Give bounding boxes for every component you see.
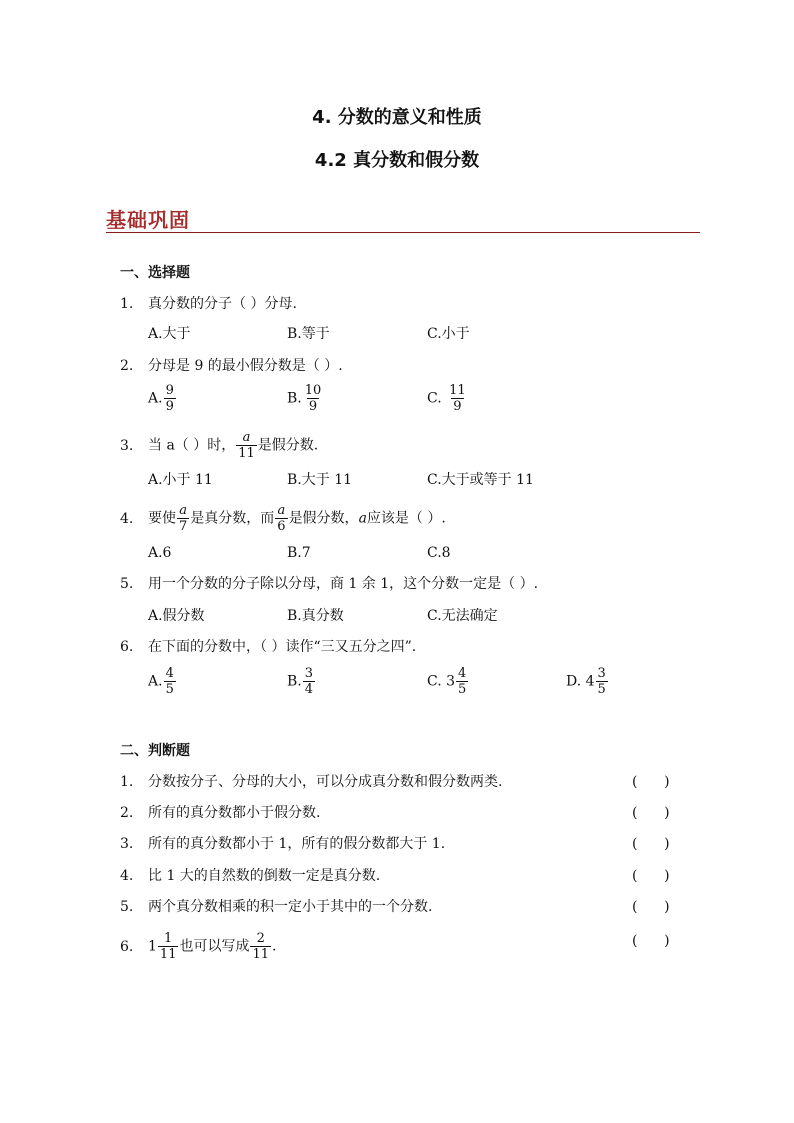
answer-blank: ( ) [632, 899, 670, 915]
denominator: 9 [308, 399, 318, 414]
q5-option-c: C.无法确定 [427, 608, 498, 624]
question-text-post: 是假分数. [257, 437, 319, 454]
q1-option-a: A.大于 [148, 326, 191, 342]
numerator: a [277, 503, 286, 518]
item-number: 4. [120, 868, 134, 884]
option-label: C. [427, 390, 442, 407]
fraction [596, 666, 608, 697]
q4-option-c: C.8 [427, 545, 451, 561]
denominator: 9 [453, 399, 462, 414]
q1-option-b: B.等于 [287, 326, 330, 342]
answer-blank: ( ) [632, 836, 670, 852]
q4-option-a: A.6 [148, 545, 172, 561]
judgment-item [120, 772, 502, 792]
q2-option-c [427, 383, 469, 414]
part2-heading: 二、判断题 [120, 743, 190, 759]
question-text: 真分数的分子（ ）分母. [148, 296, 297, 312]
question-text-end: 应该是（ ）. [366, 510, 446, 527]
q5-option-a: A.假分数 [148, 608, 205, 624]
option-label: C. 3 [427, 673, 456, 690]
mixed-number-whole: 1 [148, 938, 157, 955]
denominator: 4 [304, 682, 314, 697]
question-number: 6. [120, 639, 134, 655]
item-number: 2. [120, 805, 134, 821]
question-text: 用一个分数的分子除以分母，商 1 余 1，这个分数一定是（ ）. [148, 576, 539, 592]
numerator: 3 [304, 666, 314, 681]
item-text: 所有的真分数都小于假分数. [148, 805, 321, 821]
answer-blank: ( ) [632, 774, 670, 790]
answer-blank: ( ) [632, 868, 670, 884]
question-6 [120, 637, 416, 657]
question-text-pre: 当 a（ ）时， [148, 437, 236, 454]
denominator: 11 [159, 947, 177, 962]
fraction [177, 503, 189, 534]
item-number: 3. [120, 836, 134, 852]
fraction [236, 430, 257, 461]
section-heading: 基础巩固 [106, 208, 190, 232]
fraction [456, 666, 468, 697]
page-subtitle: 4.2 真分数和假分数 [314, 150, 480, 171]
option-label: B. [287, 673, 302, 690]
question-number: 2. [120, 358, 134, 374]
judgment-item [120, 931, 276, 962]
question-4 [120, 503, 446, 534]
q3-option-c: C.大于或等于 11 [427, 472, 534, 488]
numerator: 4 [165, 666, 174, 681]
question-number: 1. [120, 296, 134, 312]
judgment-item [120, 897, 432, 917]
fraction [447, 383, 468, 414]
q6-option-a [148, 666, 177, 697]
option-label: A. [148, 390, 163, 407]
fraction [303, 383, 324, 414]
numerator: a [179, 503, 188, 518]
denominator: 9 [165, 399, 174, 414]
q1-option-c: C.小于 [427, 326, 470, 342]
denominator: 11 [252, 947, 270, 962]
judgment-item [120, 834, 445, 854]
q3-option-a: A.小于 11 [148, 472, 213, 488]
item-text: 两个真分数相乘的积一定小于其中的一个分数. [148, 899, 433, 915]
numerator: 11 [449, 383, 466, 398]
numerator: 2 [256, 931, 265, 946]
item-text: 比 1 大的自然数的倒数一定是真分数. [148, 868, 381, 884]
item-text: 分数按分子、分母的大小，可以分成真分数和假分数两类. [148, 774, 503, 790]
question-3 [120, 430, 318, 461]
part1-heading: 一、选择题 [120, 265, 190, 281]
item-text: 也可以写成 [179, 938, 250, 955]
numerator: a [242, 430, 251, 445]
denominator: 5 [165, 682, 174, 697]
judgment-item [120, 866, 380, 886]
question-text-mid: 是真分数，而 [190, 510, 275, 527]
question-number: 4. [120, 510, 134, 527]
answer-blank: ( ) [632, 805, 670, 821]
fraction [158, 931, 179, 962]
q3-option-b: B.大于 11 [287, 472, 353, 488]
question-2 [120, 356, 343, 376]
numerator: 4 [458, 666, 467, 681]
section-divider [106, 232, 700, 233]
option-label: B. [287, 390, 302, 407]
q4-option-b: B.7 [287, 545, 311, 561]
denominator: 11 [238, 446, 255, 461]
question-number: 5. [120, 576, 134, 592]
page-title: 4. 分数的意义和性质 [312, 107, 482, 128]
question-1 [120, 294, 297, 314]
item-text: 所有的真分数都小于 1，所有的假分数都大于 1. [148, 836, 446, 852]
q2-option-a [148, 383, 177, 414]
variable: a [358, 510, 367, 527]
item-number: 5. [120, 899, 134, 915]
question-5 [120, 574, 538, 594]
q6-option-d [566, 666, 609, 697]
question-text-pre: 要使 [148, 510, 176, 527]
q2-option-b [287, 383, 324, 414]
numerator: 9 [165, 383, 174, 398]
denominator: 5 [458, 682, 467, 697]
item-number: 6. [120, 938, 134, 955]
denominator: 7 [179, 519, 188, 534]
item-number: 1. [120, 774, 134, 790]
numerator: 3 [597, 666, 606, 681]
fraction [303, 666, 315, 697]
numerator: 10 [304, 383, 322, 398]
question-text: 分母是 9 的最小假分数是（ ）. [148, 358, 343, 374]
option-label: D. 4 [566, 673, 595, 690]
q5-option-b: B.真分数 [287, 608, 344, 624]
judgment-item [120, 803, 320, 823]
fraction [250, 931, 271, 962]
fraction [164, 383, 176, 414]
fraction [164, 666, 176, 697]
question-text: 在下面的分数中，（ ）读作“三又五分之四”. [148, 639, 417, 655]
q6-option-b [287, 666, 316, 697]
item-end: . [272, 938, 277, 955]
denominator: 5 [597, 682, 606, 697]
question-text-post: 是假分数， [288, 510, 359, 527]
q6-option-c [427, 666, 469, 697]
fraction [275, 503, 287, 534]
option-label: A. [148, 673, 163, 690]
answer-blank: ( ) [632, 933, 670, 949]
question-number: 3. [120, 437, 134, 454]
denominator: 6 [277, 519, 286, 534]
numerator: 1 [164, 931, 173, 946]
